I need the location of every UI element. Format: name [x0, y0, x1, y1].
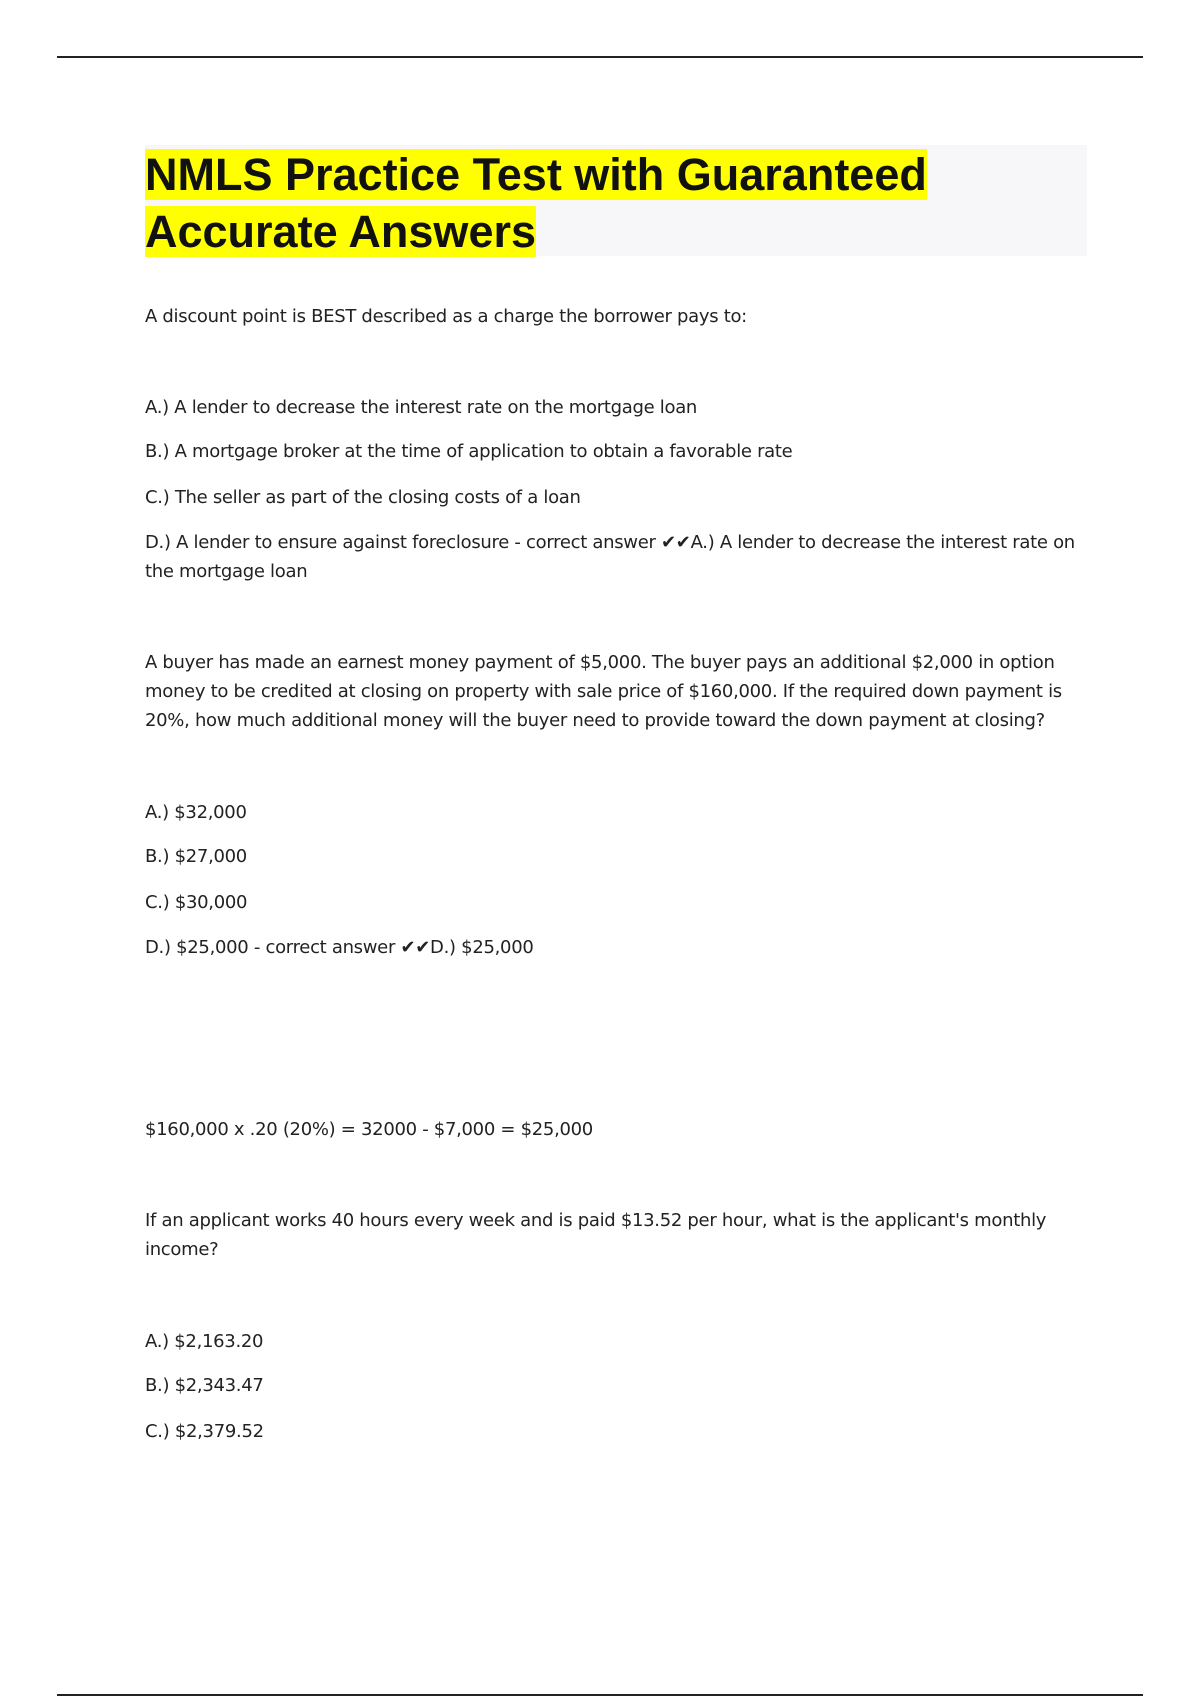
- top-rule: [57, 56, 1143, 58]
- q2-option-d: D.) $25,000 - correct answer ✔✔D.) $25,000: [145, 937, 534, 958]
- document-title: [145, 146, 1087, 260]
- q1-question: A discount point is BEST described as a charge the borrower pays to:: [145, 306, 747, 327]
- bottom-rule: [57, 1694, 1143, 1696]
- q2-explanation: $160,000 x .20 (20%) = 32000 - $7,000 = $25,000: [145, 1119, 593, 1140]
- q1-option-b: B.) A mortgage broker at the time of application to obtain a favorable rate: [145, 441, 793, 462]
- q2-option-a: A.) $32,000: [145, 802, 247, 823]
- q3-option-a: A.) $2,163.20: [145, 1331, 264, 1352]
- q2-question: A buyer has made an earnest money payment of $5,000. The buyer pays an additional $2,000 in option money to be credited at closing on property with sale price of $160,000. If the required down payment is 20%, how much additional money will the buyer need to provide toward the down payment at closing?: [145, 652, 1062, 731]
- q3-option-c: C.) $2,379.52: [145, 1421, 264, 1442]
- q2-option-b: B.) $27,000: [145, 846, 247, 867]
- q3-question: If an applicant works 40 hours every week and is paid $13.52 per hour, what is the applicant's monthly income?: [145, 1210, 1047, 1260]
- title-highlight: NMLS Practice Test with Guaranteed Accurate Answers: [145, 149, 927, 257]
- q3-option-b: B.) $2,343.47: [145, 1375, 264, 1396]
- q1-option-a: A.) A lender to decrease the interest rate on the mortgage loan: [145, 397, 698, 418]
- q1-option-c: C.) The seller as part of the closing costs of a loan: [145, 487, 581, 508]
- q2-option-c: C.) $30,000: [145, 892, 248, 913]
- q1-option-d: D.) A lender to ensure against foreclosure - correct answer ✔✔A.) A lender to decrease the interest rate on the mortgage loan: [145, 532, 1075, 582]
